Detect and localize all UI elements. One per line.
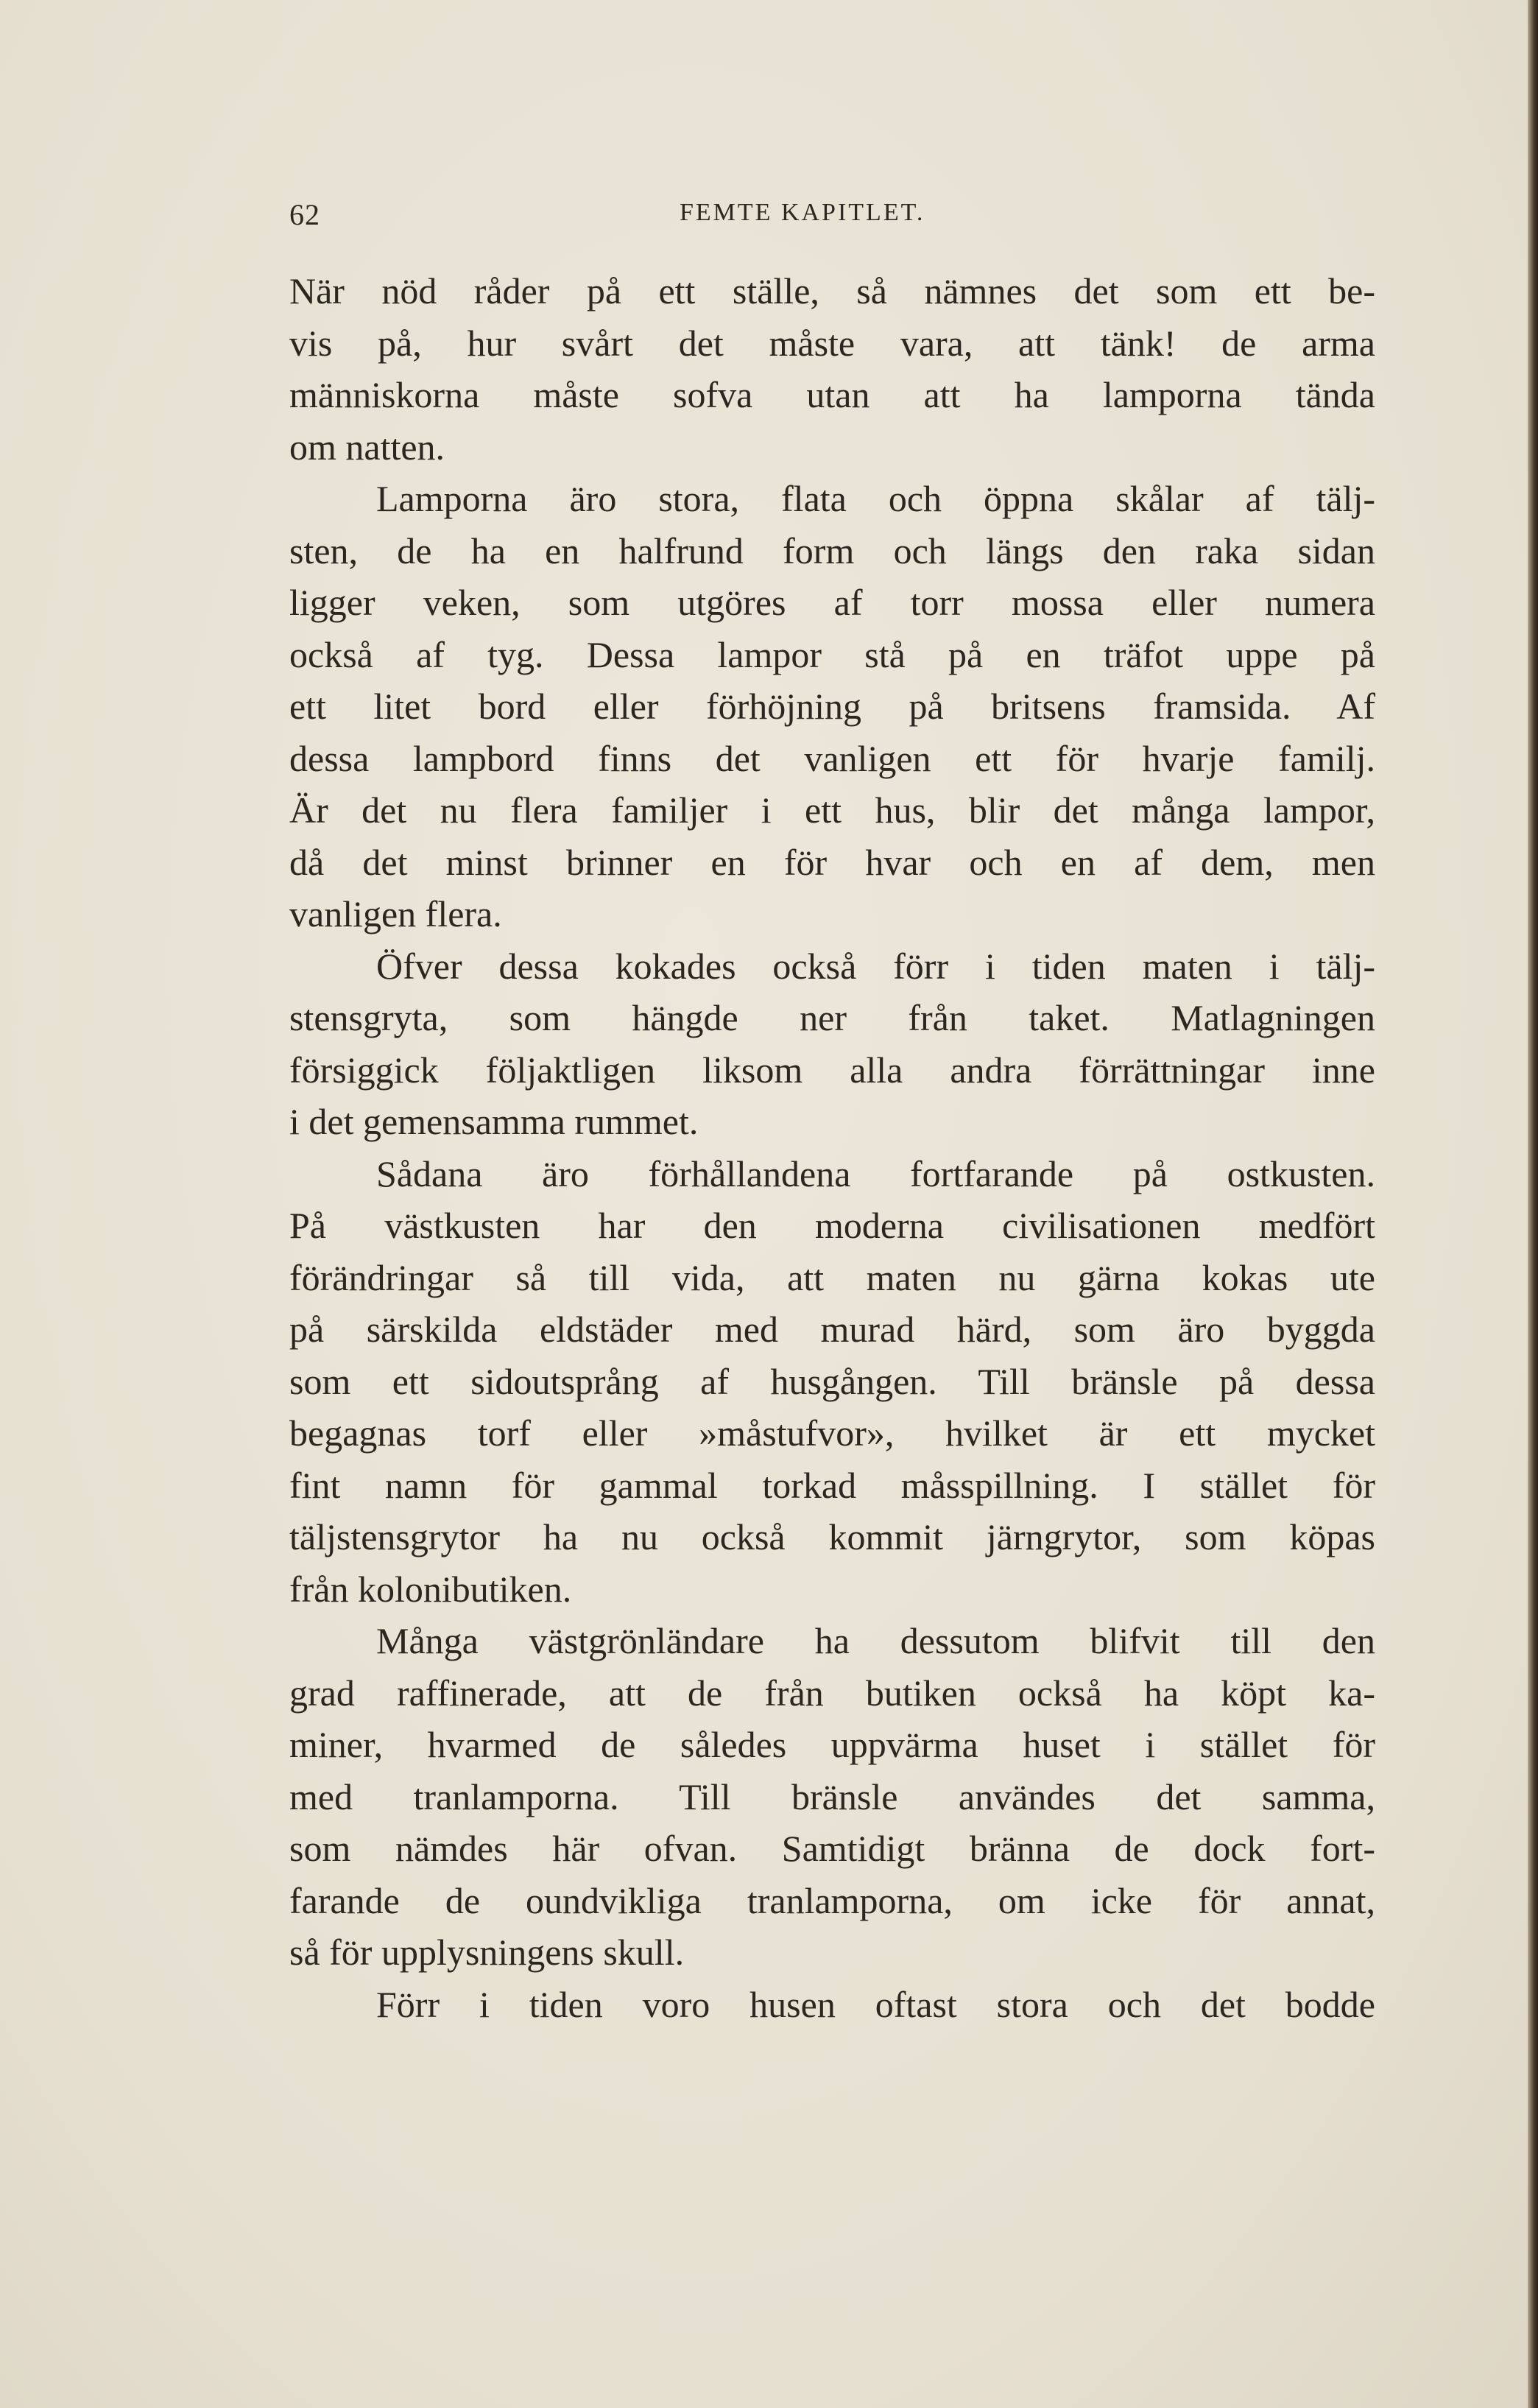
text-line: begagnas torf eller »måstufvor», hvilket är ett mycket xyxy=(289,1412,1375,1454)
text-line: Sådana äro förhållandena fortfarande på ostkusten. xyxy=(376,1152,1375,1194)
text-line: farande de oundvikliga tranlamporna, om icke för annat, xyxy=(289,1879,1375,1921)
body-text xyxy=(289,265,1375,2030)
text-line: med tranlamporna. Till bränsle användes det samma, xyxy=(289,1775,1375,1817)
text-line: Förr i tiden voro husen oftast stora och det bodde xyxy=(376,1983,1375,2025)
text-line: grad raffinerade, att de från butiken också ha köpt ka- xyxy=(289,1672,1375,1714)
text-line: om natten. xyxy=(289,426,445,468)
running-head xyxy=(289,197,1375,242)
text-line: människorna måste sofva utan att ha lamporna tända xyxy=(289,374,1375,415)
text-line: så för upplysningens skull. xyxy=(289,1932,685,1973)
text-line: förändringar så till vida, att maten nu gärna kokas ute xyxy=(289,1256,1375,1298)
text-line: Öfver dessa kokades också förr i tiden maten i tälj- xyxy=(376,945,1375,987)
text-line: Många västgrönländare ha dessutom blifvit till den xyxy=(376,1620,1375,1661)
text-line: som ett sidoutsprång af husgången. Till bränsle på dessa xyxy=(289,1360,1375,1402)
text-line: sten, de ha en halfrund form och längs den raka sidan xyxy=(289,529,1375,571)
text-line: på särskilda eldstäder med murad härd, som äro byggda xyxy=(289,1309,1375,1350)
text-line: täljstensgrytor ha nu också kommit järngrytor, som köpas xyxy=(289,1516,1375,1557)
text-line: som nämdes här ofvan. Samtidigt bränna de dock fort- xyxy=(289,1828,1375,1869)
text-line: då det minst brinner en för hvar och en af dem, men xyxy=(289,841,1375,883)
text-line: vis på, hur svårt det måste vara, att tänk! de arma xyxy=(289,322,1375,364)
text-line: från kolonibutiken. xyxy=(289,1568,572,1610)
text-line: vanligen flera. xyxy=(289,893,502,934)
text-line: miner, hvarmed de således uppvärma huset i stället för xyxy=(289,1724,1375,1765)
text-line: försiggick följaktligen liksom alla andra förrättningar inne xyxy=(289,1049,1375,1091)
text-line: dessa lampbord finns det vanligen ett för hvarje familj. xyxy=(289,737,1375,779)
page-number: 62 xyxy=(289,198,320,231)
text-line: När nöd råder på ett ställe, så nämnes det som ett be- xyxy=(289,270,1375,311)
text-line: På västkusten har den moderna civilisationen medfört xyxy=(289,1205,1375,1246)
text-line: ett litet bord eller förhöjning på britsens framsida. Af xyxy=(289,686,1375,727)
text-line: fint namn för gammal torkad måsspillning. I stället för xyxy=(289,1464,1375,1506)
book-spine-edge xyxy=(1528,0,1538,2408)
text-line: ligger veken, som utgöres af torr mossa eller numera xyxy=(289,582,1375,623)
text-line: också af tyg. Dessa lampor stå på en träfot uppe på xyxy=(289,633,1375,675)
text-line: Lamporna äro stora, flata och öppna skålar af tälj- xyxy=(376,478,1375,519)
text-line: stensgryta, som hängde ner från taket. Matlagningen xyxy=(289,997,1375,1038)
chapter-title: FEMTE KAPITLET. xyxy=(680,199,925,226)
text-line: Är det nu flera familjer i ett hus, blir det många lampor, xyxy=(289,789,1375,831)
text-line: i det gemensamma rummet. xyxy=(289,1101,699,1142)
